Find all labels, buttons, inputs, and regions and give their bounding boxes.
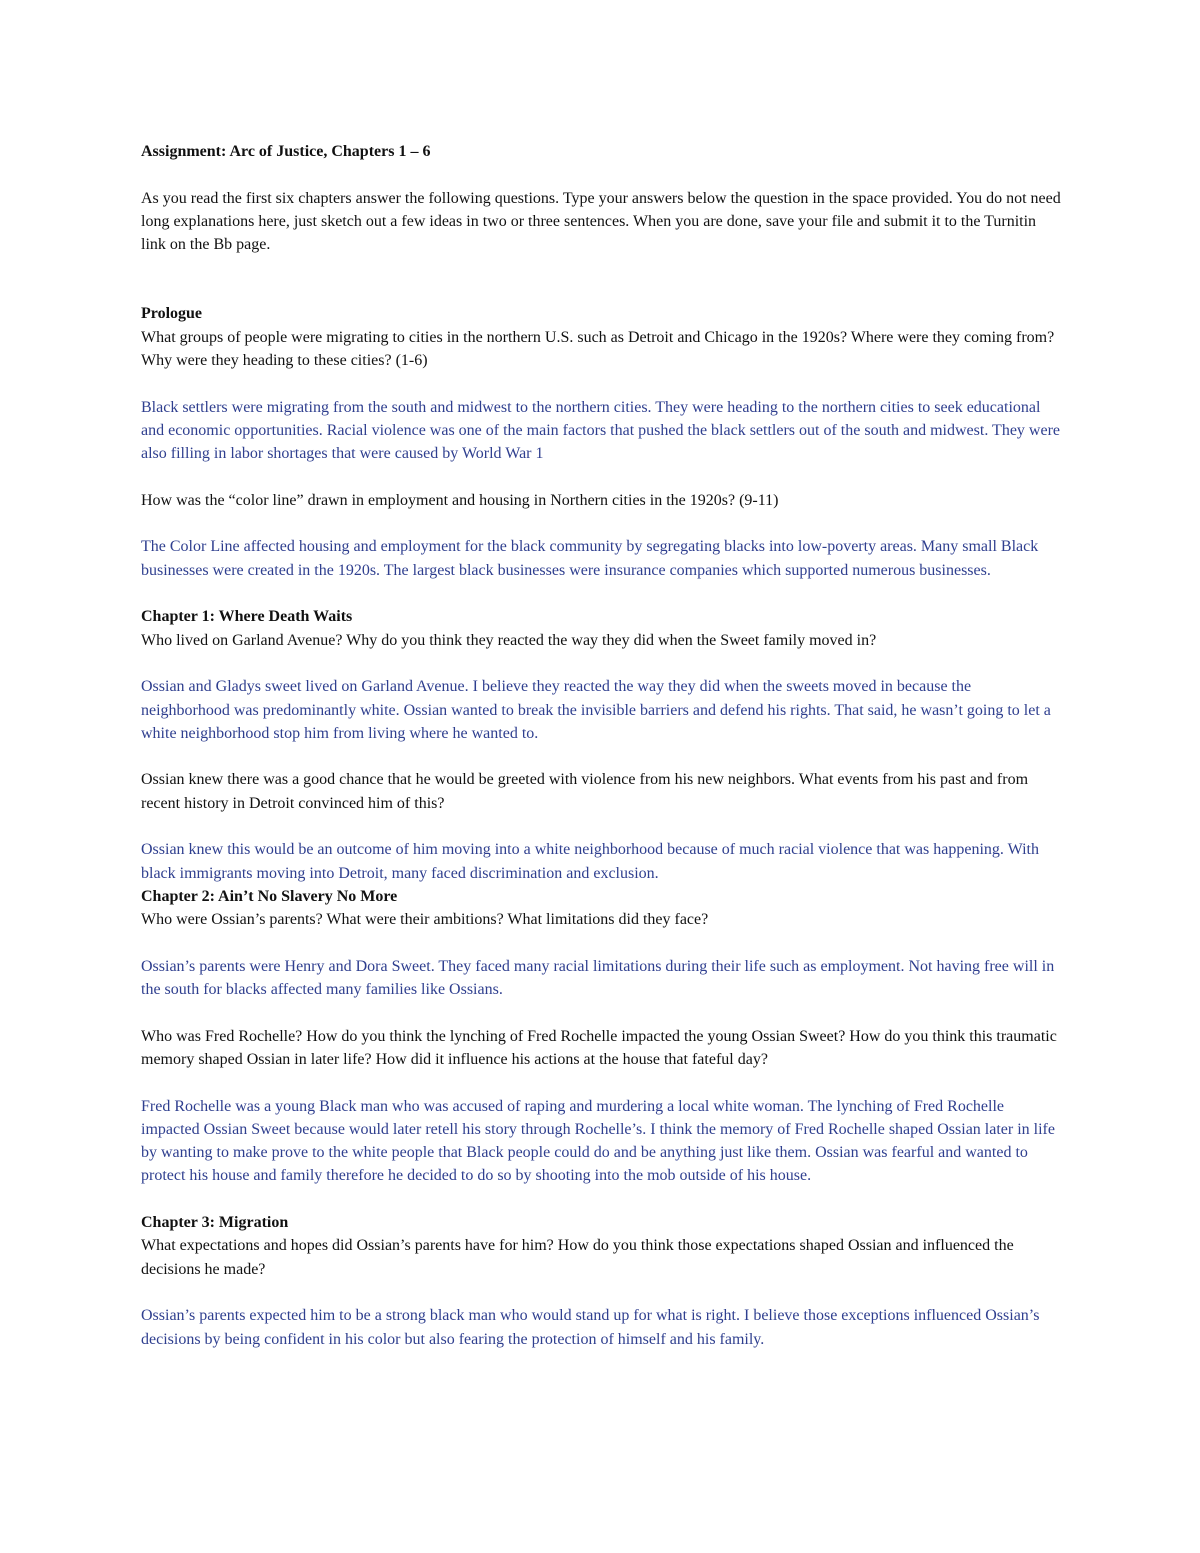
chapter-2-answer-2[interactable]: Fred Rochelle was a young Black man who was accused of raping and murdering a local white woman. The lynching of Fred Rochelle impacted Ossian Sweet because would later retell his story through Rochelle’s. I think the memory of Fred Rochelle shaped Ossian later in life by wanting to make prove to the white people that Black people could do and be anything just like them. Ossian was fearful and wanted to protect his house and family therefore he decided to do so by shooting into the mob outside of his house.	[141, 1097, 1055, 1185]
chapter-3-question-1: What expectations and hopes did Ossian’s parents have for him? How do you think those expectations shaped Ossian and influenced the decisions he made?	[141, 1237, 1014, 1278]
chapter-1-heading: Chapter 1: Where Death Waits	[141, 608, 353, 626]
chapter-1-answer-2[interactable]: Ossian knew this would be an outcome of him moving into a white neighborhood because of much racial violence that was happening. With black immigrants moving into Detroit, many faced discrimination and exclusion.	[141, 841, 1039, 882]
chapter-2-answer-1[interactable]: Ossian’s parents were Henry and Dora Sweet. They faced many racial limitations during their life such as employment. Not having free will in the south for blacks affected many families like Ossians.	[141, 957, 1055, 999]
prologue-answer-2[interactable]: The Color Line affected housing and employment for the black community by segregating blacks into low-poverty areas. Many small Black businesses were created in the 1920s. The largest black businesses were insurance companies which supported numerous businesses.	[141, 538, 1039, 579]
chapter-1-answer-1[interactable]: Ossian and Gladys sweet lived on Garland Avenue. I believe they reacted the way they did when the sweets moved in because the neighborhood was predominantly white. Ossian wanted to break the invisible barriers and defend his rights. That said, he wasn’t going to let a white neighborhood stop him from living where he wanted to.	[141, 678, 1051, 742]
prologue-answer-1[interactable]: Black settlers were migrating from the south and midwest to the northern cities. They were heading to the northern cities to seek educational and economic opportunities. Racial violence was one of the main factors that pushed the black settlers out of the south and midwest. They were also filling in labor shortages that were caused by World War 1	[141, 398, 1060, 463]
prologue-heading: Prologue	[141, 305, 203, 323]
prologue-question-2: How was the “color line” drawn in employment and housing in Northern cities in the 1920s? (9-11)	[141, 491, 779, 509]
chapter-3-heading: Chapter 3: Migration	[141, 1214, 289, 1232]
chapter-3-answer-1[interactable]: Ossian’s parents expected him to be a strong black man who would stand up for what is right. I believe those exceptions influenced Ossian’s decisions by being confident in his color but also fearing the protection of himself and his family.	[141, 1307, 1040, 1348]
chapter-2-question-1: Who were Ossian’s parents? What were their ambitions? What limitations did they face?	[141, 911, 709, 929]
chapter-1-question-1: Who lived on Garland Avenue? Why do you think they reacted the way they did when the Sweet family moved in?	[141, 631, 877, 649]
assignment-title: Assignment: Arc of Justice, Chapters 1 – 6	[141, 143, 431, 160]
document-body	[141, 140, 1061, 1351]
chapter-1-question-2: Ossian knew there was a good chance that he would be greeted with violence from his new neighbors. What events from his past and from recent history in Detroit convinced him of this?	[141, 771, 1029, 812]
chapter-2-heading: Chapter 2: Ain’t No Slavery No More	[141, 887, 398, 905]
chapter-2-question-2: Who was Fred Rochelle? How do you think the lynching of Fred Rochelle impacted the young Ossian Sweet? How do you think this traumatic memory shaped Ossian in later life? How did it influence his actions at the house that fateful day?	[141, 1027, 1057, 1068]
prologue-question-1: What groups of people were migrating to cities in the northern U.S. such as Detroit and Chicago in the 1920s? Where were they coming from? Why were they heading to these cities? (1-6)	[141, 328, 1055, 370]
instructions-paragraph: As you read the first six chapters answer the following questions. Type your answers below the question in the space provided. You do not need long explanations here, just sketch out a few ideas in two or three sentences. When you are done, save your file and submit it to the Turnitin link on the Bb page.	[141, 189, 1061, 254]
